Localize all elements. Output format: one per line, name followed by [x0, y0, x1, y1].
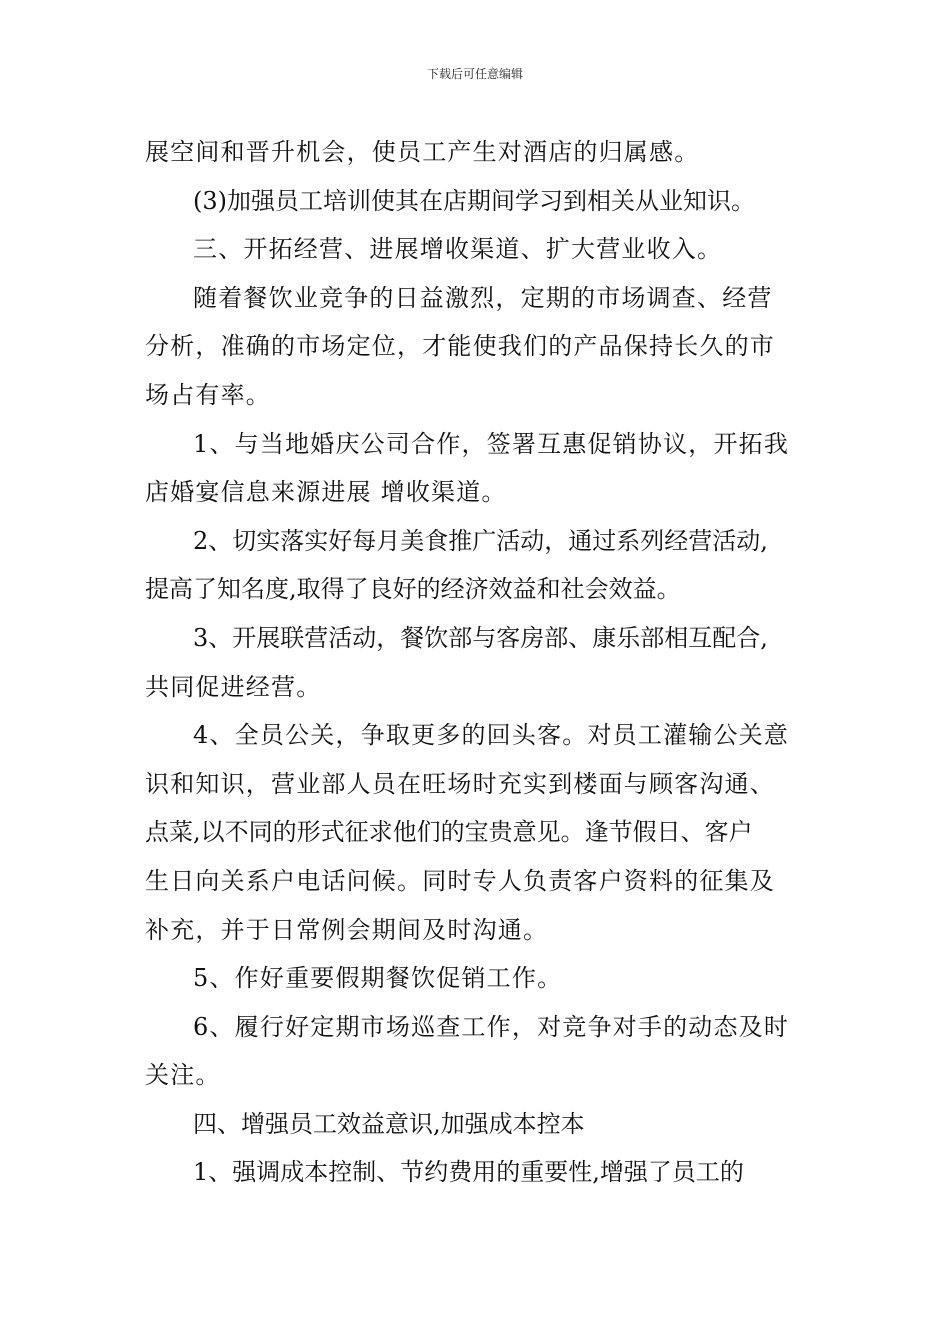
list-item: 4、全员公关，争取更多的回头客。对员工灌输公关意	[193, 721, 790, 750]
list-item: 5、作好重要假期餐饮促销工作。	[193, 964, 563, 993]
section-heading: 四、增强员工效益意识,加强成本控本	[193, 1109, 585, 1138]
text-line: 展空间和晋升机会，使员工产生对酒店的归属感。	[145, 138, 700, 166]
list-item: 1、与当地婚庆公司合作，签署互惠促销协议，开拓我	[193, 429, 790, 458]
text-line: 生日向关系户电话问候。同时专人负责客户资料的征集及	[145, 866, 775, 895]
list-item: 2、切实落实好每月美食推广活动，通过系列经营活动,	[193, 526, 768, 555]
page-header-note: 下载后可任意编辑	[426, 67, 523, 81]
text-line: 店婚宴信息来源进展 增收渠道。	[145, 478, 507, 507]
text-line: 识和知识，营业部人员在旺场时充实到楼面与顾客沟通、	[145, 769, 775, 798]
text-line: 提高了知名度,取得了良好的经济效益和社会效益。	[145, 575, 681, 604]
text-line: 随着餐饮业竞争的日益激烈，定期的市场调查、经营	[193, 283, 773, 312]
text-line: 关注。	[145, 1061, 221, 1090]
text-line: 场占有率。	[145, 380, 271, 409]
text-line: (3)加强员工培训使其在店期间学习到相关从业知识。	[193, 186, 755, 215]
text-line: 共同促进经营。	[145, 672, 322, 701]
section-heading: 三、开拓经营、进展增收渠道、扩大营业收入。	[193, 235, 723, 264]
list-item: 1、强调成本控制、节约费用的重要性,增强了员工的	[193, 1158, 744, 1187]
text-line: 分析，准确的市场定位，才能使我们的产品保持长久的市	[145, 332, 775, 361]
list-item: 3、开展联营活动，餐饮部与客房部、康乐部相互配合,	[193, 623, 768, 652]
document-body	[145, 128, 810, 1197]
list-item: 6、履行好定期市场巡查工作，对竞争对手的动态及时	[193, 1012, 790, 1041]
text-line: 点菜,以不同的形式征求他们的宝贵意见。逢节假日、客户	[145, 818, 753, 847]
text-line: 补充，并于日常例会期间及时沟通。	[145, 915, 549, 944]
